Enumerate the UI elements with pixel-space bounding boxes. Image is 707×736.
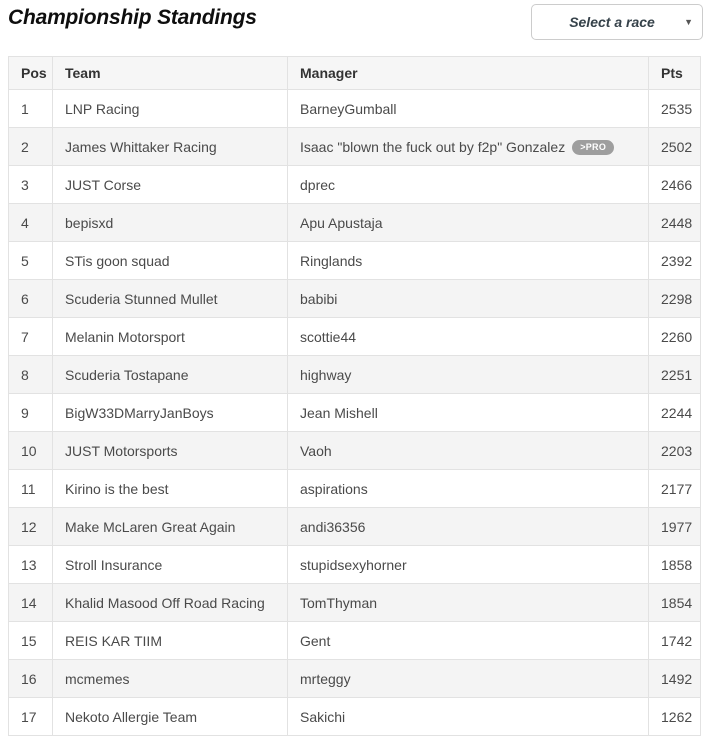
manager-cell: TomThyman (288, 584, 649, 622)
manager-cell: Apu Apustaja (288, 204, 649, 242)
pos-cell: 9 (9, 394, 53, 432)
pos-cell: 4 (9, 204, 53, 242)
table-row (9, 698, 701, 736)
pts-cell: 1858 (649, 546, 701, 584)
page-title: Championship Standings (8, 6, 257, 29)
column-header-pos: Pos (9, 57, 53, 90)
pts-cell: 1742 (649, 622, 701, 660)
team-cell: REIS KAR TIIM (53, 622, 288, 660)
manager-cell: Vaoh (288, 432, 649, 470)
pos-cell: 14 (9, 584, 53, 622)
manager-cell: andi36356 (288, 508, 649, 546)
team-cell: STis goon squad (53, 242, 288, 280)
pts-cell: 1854 (649, 584, 701, 622)
team-cell: Scuderia Stunned Mullet (53, 280, 288, 318)
pos-cell: 17 (9, 698, 53, 736)
manager-cell: dprec (288, 166, 649, 204)
manager-cell: Isaac "blown the fuck out by f2p" Gonzalez >PRO (288, 128, 649, 166)
table-row (9, 318, 701, 356)
pos-cell: 7 (9, 318, 53, 356)
team-cell: Kirino is the best (53, 470, 288, 508)
table-row (9, 622, 701, 660)
team-cell: JUST Corse (53, 166, 288, 204)
pts-cell: 2298 (649, 280, 701, 318)
pos-cell: 11 (9, 470, 53, 508)
pos-cell: 3 (9, 166, 53, 204)
pos-cell: 10 (9, 432, 53, 470)
team-cell: LNP Racing (53, 90, 288, 128)
pts-cell: 2177 (649, 470, 701, 508)
team-cell: bepisxd (53, 204, 288, 242)
team-cell: JUST Motorsports (53, 432, 288, 470)
table-row (9, 280, 701, 318)
pts-cell: 1492 (649, 660, 701, 698)
pos-cell: 16 (9, 660, 53, 698)
table-row (9, 432, 701, 470)
column-header-manager: Manager (288, 57, 649, 90)
team-cell: BigW33DMarryJanBoys (53, 394, 288, 432)
table-row (9, 394, 701, 432)
pos-cell: 6 (9, 280, 53, 318)
team-cell: Make McLaren Great Again (53, 508, 288, 546)
column-header-team: Team (53, 57, 288, 90)
pro-badge: >PRO (572, 140, 614, 155)
manager-cell: highway (288, 356, 649, 394)
pts-cell: 2466 (649, 166, 701, 204)
pos-cell: 12 (9, 508, 53, 546)
pts-cell: 2392 (649, 242, 701, 280)
column-header-pts: Pts (649, 57, 701, 90)
pts-cell: 2203 (649, 432, 701, 470)
manager-cell: Jean Mishell (288, 394, 649, 432)
pos-cell: 8 (9, 356, 53, 394)
table-row (9, 470, 701, 508)
manager-cell: mrteggy (288, 660, 649, 698)
manager-cell: scottie44 (288, 318, 649, 356)
team-cell: mcmemes (53, 660, 288, 698)
table-row (9, 508, 701, 546)
table-header-row (9, 57, 701, 90)
team-cell: James Whittaker Racing (53, 128, 288, 166)
team-cell: Melanin Motorsport (53, 318, 288, 356)
manager-cell: BarneyGumball (288, 90, 649, 128)
pts-cell: 2251 (649, 356, 701, 394)
table-row (9, 128, 701, 166)
team-cell: Stroll Insurance (53, 546, 288, 584)
manager-cell: stupidsexyhorner (288, 546, 649, 584)
manager-cell: babibi (288, 280, 649, 318)
table-row (9, 584, 701, 622)
team-cell: Khalid Masood Off Road Racing (53, 584, 288, 622)
pos-cell: 1 (9, 90, 53, 128)
race-select-label: Select a race (569, 14, 655, 30)
table-row (9, 546, 701, 584)
pos-cell: 2 (9, 128, 53, 166)
chevron-down-icon: ▼ (684, 17, 693, 27)
standings-table-body (9, 90, 701, 736)
pos-cell: 5 (9, 242, 53, 280)
table-row (9, 660, 701, 698)
pos-cell: 15 (9, 622, 53, 660)
manager-cell: Ringlands (288, 242, 649, 280)
manager-cell: aspirations (288, 470, 649, 508)
manager-cell: Gent (288, 622, 649, 660)
pts-cell: 2244 (649, 394, 701, 432)
pts-cell: 2535 (649, 90, 701, 128)
team-cell: Nekoto Allergie Team (53, 698, 288, 736)
table-row (9, 204, 701, 242)
pts-cell: 1262 (649, 698, 701, 736)
standings-table (8, 56, 701, 736)
pts-cell: 2502 (649, 128, 701, 166)
table-row (9, 90, 701, 128)
pts-cell: 2448 (649, 204, 701, 242)
pts-cell: 1977 (649, 508, 701, 546)
pts-cell: 2260 (649, 318, 701, 356)
manager-cell: Sakichi (288, 698, 649, 736)
race-select-dropdown[interactable] (531, 4, 703, 40)
pos-cell: 13 (9, 546, 53, 584)
table-row (9, 166, 701, 204)
table-row (9, 356, 701, 394)
team-cell: Scuderia Tostapane (53, 356, 288, 394)
table-row (9, 242, 701, 280)
topbar (0, 0, 707, 56)
